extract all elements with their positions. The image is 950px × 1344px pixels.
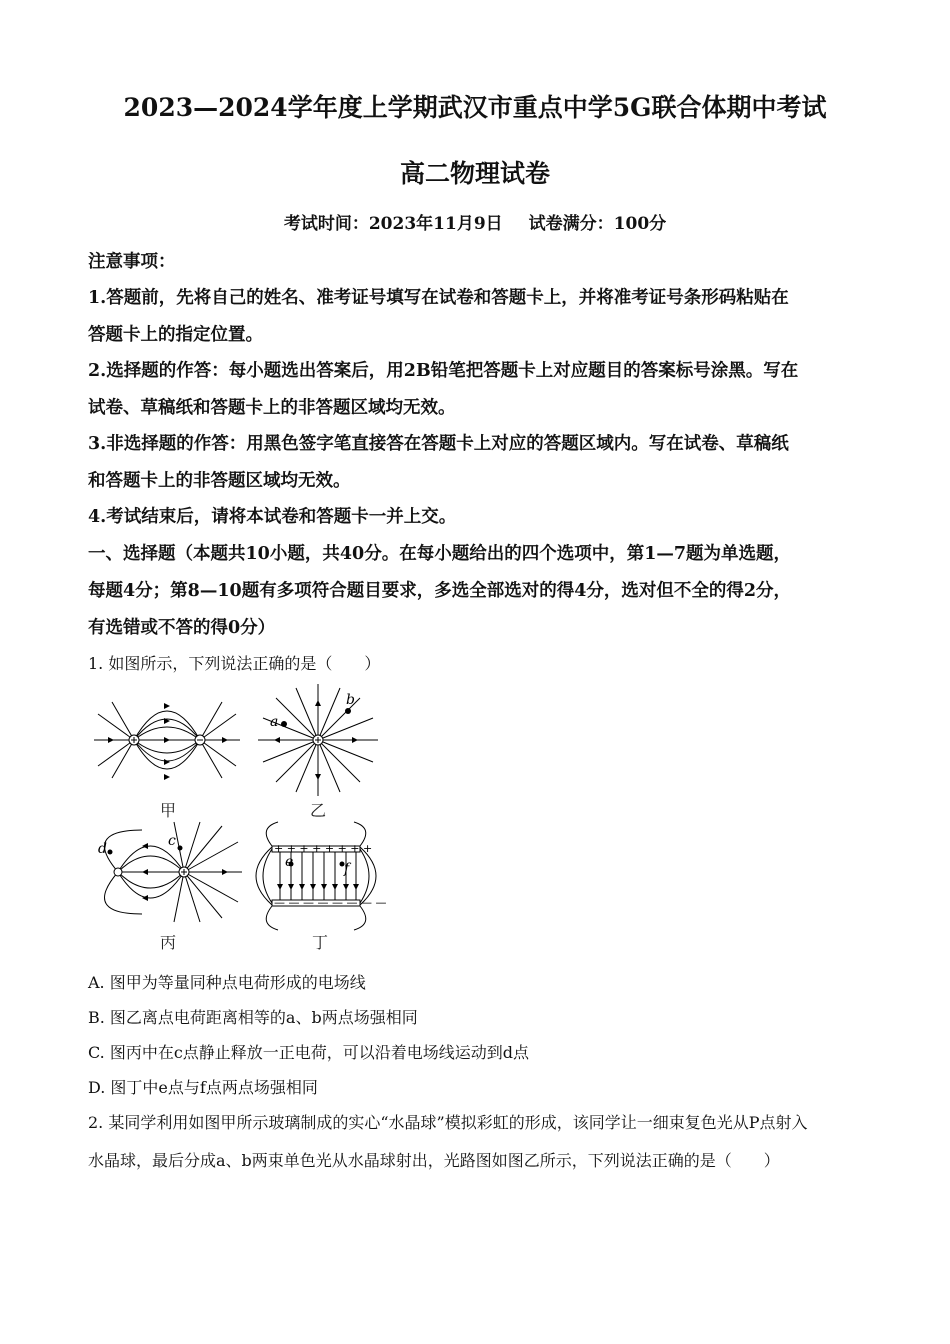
plate-negative-signs: — — — — — — — — (274, 896, 387, 909)
label-f: f (344, 861, 350, 877)
section-instructions: 每题4分；第8—10题有多项符合题目要求，多选全部选对的得4分，选对但不全的得2分， (88, 581, 792, 601)
notes-line: 答题卡上的指定位置。 (88, 325, 263, 345)
label-c: c (168, 833, 176, 849)
question-2-line: 水晶球，最后分成a、b两束单色光从水晶球射出，光路图如图乙所示，下列说法正确的是（ ） (88, 1151, 780, 1170)
exam-title: 2023—2024学年度上学期武汉市重点中学5G联合体期中考试 (123, 93, 827, 122)
point-c (178, 846, 183, 851)
caption-bing: 丙 (160, 933, 177, 952)
panel-ding-arrows (277, 884, 359, 890)
notes-line: 和答题卡上的非答题区域均无效。 (88, 471, 351, 491)
point-a (281, 721, 287, 727)
caption-jia: 甲 (160, 801, 177, 820)
electric-field-lines-figure (82, 680, 392, 960)
point-b (345, 708, 351, 714)
label-d: d (98, 841, 107, 857)
notes-line: 3.非选择题的作答：用黑色签字笔直接答在答题卡上对应的答题区域内。写在试卷、草稿纸 (88, 434, 789, 454)
panel-ding (256, 822, 376, 930)
exam-time: 考试时间：2023年11月9日 (283, 214, 503, 234)
caption-ding: 丁 (312, 933, 329, 952)
notes-line: 1.答题前，先将自己的姓名、准考证号填写在试卷和答题卡上，并将准考证号条形码粘贴在 (88, 288, 789, 308)
point-d (108, 850, 113, 855)
label-b: b (346, 692, 355, 708)
label-a: a (270, 714, 279, 730)
plate-positive-signs: + + + + + + + + (274, 842, 373, 855)
notes-line: 2.选择题的作答：每小题选出答案后，用2B铅笔把答题卡上对应题目的答案标号涂黑。写在 (88, 361, 799, 381)
option-a: A. 图甲为等量同种点电荷形成的电场线 (88, 973, 366, 992)
option-d: D. 图丁中e点与f点两点场强相同 (88, 1078, 318, 1097)
question-2-line: 2. 某同学利用如图甲所示玻璃制成的实心“水晶球”模拟彩虹的形成，该同学让一细束复色光从P点射入 (88, 1113, 808, 1132)
exam-info (0, 209, 950, 234)
caption-yi: 乙 (310, 801, 327, 820)
option-c: C. 图丙中在c点静止释放一正电荷，可以沿着电场线运动到d点 (88, 1043, 530, 1062)
label-e: e (285, 854, 294, 870)
notes-line: 试卷、草稿纸和答题卡上的非答题区域均无效。 (88, 398, 456, 418)
notes-line: 4.考试结束后，请将本试卷和答题卡一并上交。 (88, 507, 457, 527)
full-score: 试卷满分：100分 (528, 214, 667, 234)
section-instructions: 有选错或不答的得0分） (88, 618, 276, 638)
question-1-stem: 1. 如图所示，下列说法正确的是（ ） (88, 654, 381, 673)
section-instructions: 一、选择题（本题共10小题，共40分。在每小题给出的四个选项中，第1—7题为单选题， (88, 544, 792, 564)
notes-heading: 注意事项： (88, 252, 176, 272)
option-b: B. 图乙离点电荷距离相等的a、b两点场强相同 (88, 1008, 418, 1027)
panel-jia-arrows (108, 703, 228, 780)
exam-subtitle: 高二物理试卷 (399, 159, 550, 188)
